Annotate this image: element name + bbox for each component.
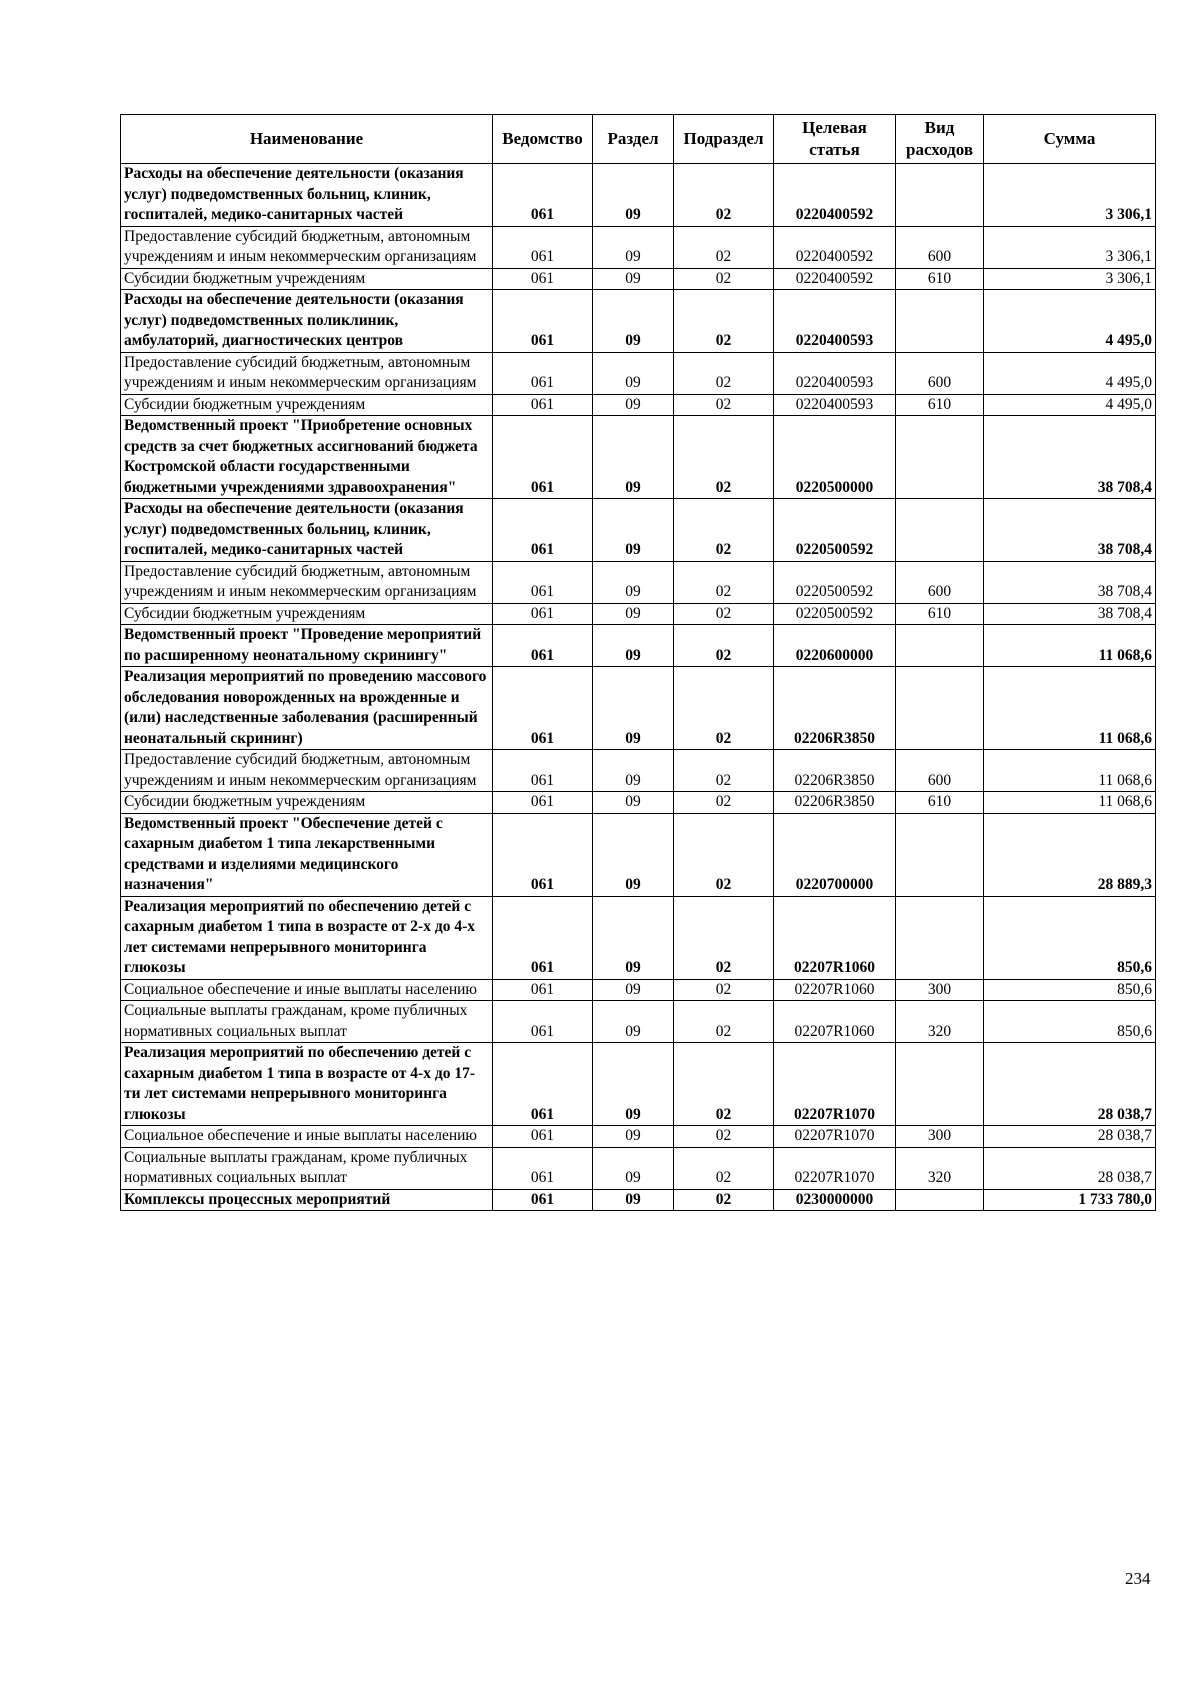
cell-sum: 4 495,0: [984, 352, 1156, 394]
cell-name: Социальные выплаты гражданам, кроме публичных нормативных социальных выплат: [121, 1001, 493, 1043]
header-subsection: Подраздел: [674, 115, 774, 164]
cell-dept: 061: [493, 352, 593, 394]
cell-sum: 850,6: [984, 896, 1156, 979]
table-row: [121, 896, 1156, 979]
cell-dept: 061: [493, 625, 593, 667]
cell-sum: 11 068,6: [984, 625, 1156, 667]
cell-target: 0220500592: [774, 499, 896, 562]
cell-target: 0220500592: [774, 561, 896, 603]
cell-type: [896, 416, 984, 499]
cell-target: 02207R1060: [774, 1001, 896, 1043]
cell-dept: 061: [493, 979, 593, 1001]
cell-target: 02207R1060: [774, 979, 896, 1001]
cell-name: Предоставление субсидий бюджетным, автономным учреждениям и иным некоммерческим организациям: [121, 750, 493, 792]
cell-type: [896, 499, 984, 562]
cell-dept: 061: [493, 164, 593, 227]
cell-name: Ведомственный проект "Проведение мероприятий по расширенному неонатальному скринингу": [121, 625, 493, 667]
cell-name: Расходы на обеспечение деятельности (оказания услуг) подведомственных больниц, клиник, госпиталей, медико-санитарных частей: [121, 164, 493, 227]
table-header-row: [121, 115, 1156, 164]
cell-sum: 38 708,4: [984, 499, 1156, 562]
cell-type: [896, 625, 984, 667]
table-row: [121, 1126, 1156, 1148]
cell-sum: 11 068,6: [984, 750, 1156, 792]
cell-name: Реализация мероприятий по обеспечению детей с сахарным диабетом 1 типа в возрасте от 4-х до 17-ти лет системами непрерывного мониторинга глюкозы: [121, 1043, 493, 1126]
cell-target: 0220400592: [774, 164, 896, 227]
budget-table-sheet: [120, 114, 1155, 1211]
cell-sum: 3 306,1: [984, 226, 1156, 268]
budget-table: [120, 114, 1156, 1211]
cell-sum: 28 038,7: [984, 1147, 1156, 1189]
cell-name: Ведомственный проект "Обеспечение детей с сахарным диабетом 1 типа лекарственными средствами и изделиями медицинского назначения": [121, 813, 493, 896]
table-row: [121, 268, 1156, 290]
table-body: [121, 164, 1156, 1211]
cell-dept: 061: [493, 394, 593, 416]
table-row: [121, 1001, 1156, 1043]
cell-sum: 38 708,4: [984, 416, 1156, 499]
cell-type: 610: [896, 394, 984, 416]
cell-type: 600: [896, 561, 984, 603]
cell-dept: 061: [493, 499, 593, 562]
cell-target: 0220500000: [774, 416, 896, 499]
header-type: Вид расходов: [896, 115, 984, 164]
cell-subsection: 02: [674, 979, 774, 1001]
cell-dept: 061: [493, 1126, 593, 1148]
cell-subsection: 02: [674, 268, 774, 290]
cell-dept: 061: [493, 290, 593, 353]
cell-section: 09: [593, 1126, 674, 1148]
cell-section: 09: [593, 896, 674, 979]
cell-section: 09: [593, 416, 674, 499]
cell-target: 0230000000: [774, 1189, 896, 1211]
cell-subsection: 02: [674, 813, 774, 896]
cell-target: 0220400592: [774, 268, 896, 290]
cell-subsection: 02: [674, 1126, 774, 1148]
cell-dept: 061: [493, 416, 593, 499]
cell-sum: 1 733 780,0: [984, 1189, 1156, 1211]
cell-target: 02207R1070: [774, 1043, 896, 1126]
cell-subsection: 02: [674, 667, 774, 750]
header-name: Наименование: [121, 115, 493, 164]
cell-target: 0220400593: [774, 352, 896, 394]
cell-section: 09: [593, 226, 674, 268]
table-row: [121, 394, 1156, 416]
cell-name: Реализация мероприятий по проведению массового обследования новорожденных на врожденные и (или) наследственные заболевания (расширенный неонатальный скрининг): [121, 667, 493, 750]
cell-target: 0220600000: [774, 625, 896, 667]
table-row: [121, 352, 1156, 394]
table-row: [121, 1147, 1156, 1189]
cell-target: 02206R3850: [774, 792, 896, 814]
cell-target: 0220500592: [774, 603, 896, 625]
cell-subsection: 02: [674, 290, 774, 353]
cell-type: 300: [896, 1126, 984, 1148]
cell-sum: 4 495,0: [984, 290, 1156, 353]
cell-target: 02207R1060: [774, 896, 896, 979]
cell-type: [896, 813, 984, 896]
table-row: [121, 164, 1156, 227]
cell-section: 09: [593, 561, 674, 603]
cell-dept: 061: [493, 750, 593, 792]
cell-dept: 061: [493, 667, 593, 750]
cell-section: 09: [593, 1189, 674, 1211]
cell-type: 320: [896, 1001, 984, 1043]
cell-name: Ведомственный проект "Приобретение основных средств за счет бюджетных ассигнований бюджета Костромской области государственными бюджетными учреждениями здравоохранения": [121, 416, 493, 499]
cell-subsection: 02: [674, 164, 774, 227]
cell-section: 09: [593, 813, 674, 896]
cell-dept: 061: [493, 1043, 593, 1126]
cell-subsection: 02: [674, 750, 774, 792]
cell-sum: 38 708,4: [984, 561, 1156, 603]
cell-name: Предоставление субсидий бюджетным, автономным учреждениям и иным некоммерческим организациям: [121, 561, 493, 603]
cell-target: 02207R1070: [774, 1126, 896, 1148]
cell-target: 0220400593: [774, 290, 896, 353]
cell-type: 600: [896, 352, 984, 394]
table-row: [121, 1189, 1156, 1211]
cell-section: 09: [593, 1043, 674, 1126]
table-row: [121, 561, 1156, 603]
cell-type: 600: [896, 750, 984, 792]
cell-name: Расходы на обеспечение деятельности (оказания услуг) подведомственных поликлиник, амбулаторий, диагностических центров: [121, 290, 493, 353]
cell-target: 02207R1070: [774, 1147, 896, 1189]
cell-target: 02206R3850: [774, 667, 896, 750]
cell-dept: 061: [493, 792, 593, 814]
cell-type: 610: [896, 268, 984, 290]
cell-section: 09: [593, 1001, 674, 1043]
table-row: [121, 1043, 1156, 1126]
cell-name: Предоставление субсидий бюджетным, автономным учреждениям и иным некоммерческим организациям: [121, 226, 493, 268]
cell-dept: 061: [493, 896, 593, 979]
cell-dept: 061: [493, 268, 593, 290]
cell-subsection: 02: [674, 1189, 774, 1211]
cell-sum: 11 068,6: [984, 792, 1156, 814]
cell-subsection: 02: [674, 625, 774, 667]
page-number: 234: [1125, 1569, 1151, 1588]
cell-sum: 28 038,7: [984, 1043, 1156, 1126]
cell-sum: 38 708,4: [984, 603, 1156, 625]
cell-subsection: 02: [674, 416, 774, 499]
cell-section: 09: [593, 667, 674, 750]
cell-section: 09: [593, 394, 674, 416]
table-row: [121, 625, 1156, 667]
cell-name: Расходы на обеспечение деятельности (оказания услуг) подведомственных больниц, клиник, госпиталей, медико-санитарных частей: [121, 499, 493, 562]
cell-type: [896, 290, 984, 353]
cell-target: 0220700000: [774, 813, 896, 896]
cell-subsection: 02: [674, 226, 774, 268]
cell-sum: 850,6: [984, 979, 1156, 1001]
table-row: [121, 603, 1156, 625]
cell-subsection: 02: [674, 1147, 774, 1189]
cell-name: Социальные выплаты гражданам, кроме публичных нормативных социальных выплат: [121, 1147, 493, 1189]
cell-name: Социальное обеспечение и иные выплаты населению: [121, 979, 493, 1001]
table-row: [121, 750, 1156, 792]
cell-type: 300: [896, 979, 984, 1001]
cell-section: 09: [593, 792, 674, 814]
cell-name: Предоставление субсидий бюджетным, автономным учреждениям и иным некоммерческим организациям: [121, 352, 493, 394]
cell-type: 600: [896, 226, 984, 268]
table-row: [121, 290, 1156, 353]
cell-section: 09: [593, 979, 674, 1001]
cell-type: [896, 896, 984, 979]
cell-section: 09: [593, 268, 674, 290]
header-dept: Ведомство: [493, 115, 593, 164]
table-row: [121, 226, 1156, 268]
cell-section: 09: [593, 164, 674, 227]
cell-subsection: 02: [674, 561, 774, 603]
cell-sum: 850,6: [984, 1001, 1156, 1043]
cell-subsection: 02: [674, 352, 774, 394]
cell-section: 09: [593, 290, 674, 353]
cell-sum: 28 889,3: [984, 813, 1156, 896]
cell-sum: 11 068,6: [984, 667, 1156, 750]
cell-dept: 061: [493, 561, 593, 603]
cell-target: 0220400593: [774, 394, 896, 416]
cell-type: 610: [896, 603, 984, 625]
cell-name: Социальное обеспечение и иные выплаты населению: [121, 1126, 493, 1148]
table-row: [121, 979, 1156, 1001]
cell-subsection: 02: [674, 499, 774, 562]
cell-section: 09: [593, 750, 674, 792]
cell-type: [896, 164, 984, 227]
cell-section: 09: [593, 625, 674, 667]
cell-section: 09: [593, 352, 674, 394]
cell-dept: 061: [493, 1001, 593, 1043]
cell-type: [896, 667, 984, 750]
cell-section: 09: [593, 499, 674, 562]
cell-dept: 061: [493, 1189, 593, 1211]
cell-section: 09: [593, 603, 674, 625]
cell-subsection: 02: [674, 603, 774, 625]
cell-type: 610: [896, 792, 984, 814]
cell-dept: 061: [493, 1147, 593, 1189]
cell-sum: 4 495,0: [984, 394, 1156, 416]
cell-subsection: 02: [674, 792, 774, 814]
cell-target: 0220400592: [774, 226, 896, 268]
header-target: Целевая статья: [774, 115, 896, 164]
cell-sum: 3 306,1: [984, 268, 1156, 290]
cell-dept: 061: [493, 226, 593, 268]
table-row: [121, 792, 1156, 814]
cell-name: Реализация мероприятий по обеспечению детей с сахарным диабетом 1 типа в возрасте от 2-х до 4-х лет системами непрерывного мониторинга глюкозы: [121, 896, 493, 979]
cell-name: Субсидии бюджетным учреждениям: [121, 792, 493, 814]
cell-type: [896, 1189, 984, 1211]
cell-name: Субсидии бюджетным учреждениям: [121, 268, 493, 290]
cell-section: 09: [593, 1147, 674, 1189]
cell-target: 02206R3850: [774, 750, 896, 792]
cell-subsection: 02: [674, 394, 774, 416]
cell-sum: 28 038,7: [984, 1126, 1156, 1148]
cell-name: Субсидии бюджетным учреждениям: [121, 603, 493, 625]
cell-name: Комплексы процессных мероприятий: [121, 1189, 493, 1211]
header-sum: Сумма: [984, 115, 1156, 164]
cell-subsection: 02: [674, 1001, 774, 1043]
cell-type: 320: [896, 1147, 984, 1189]
cell-name: Субсидии бюджетным учреждениям: [121, 394, 493, 416]
table-row: [121, 499, 1156, 562]
cell-dept: 061: [493, 603, 593, 625]
table-row: [121, 416, 1156, 499]
table-row: [121, 813, 1156, 896]
cell-type: [896, 1043, 984, 1126]
cell-sum: 3 306,1: [984, 164, 1156, 227]
table-row: [121, 667, 1156, 750]
cell-subsection: 02: [674, 896, 774, 979]
cell-dept: 061: [493, 813, 593, 896]
header-section: Раздел: [593, 115, 674, 164]
cell-subsection: 02: [674, 1043, 774, 1126]
